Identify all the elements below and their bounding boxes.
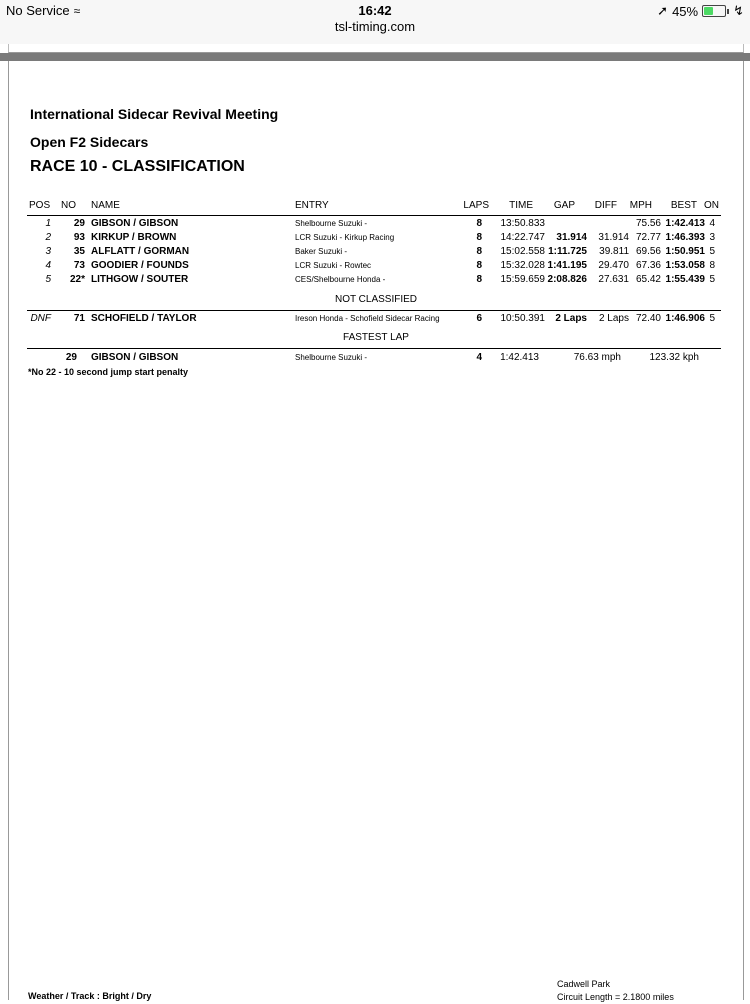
cell-laps: 8 bbox=[476, 218, 482, 229]
cell-pos: 1 bbox=[45, 218, 51, 229]
previous-page-bottom bbox=[8, 44, 744, 53]
cell-no: 35 bbox=[73, 246, 85, 257]
cell-on: 5 bbox=[709, 313, 715, 324]
header-rule bbox=[27, 215, 721, 216]
table-row bbox=[9, 313, 743, 326]
cell-time: 15:32.028 bbox=[500, 260, 545, 271]
address-bar-url[interactable]: tsl-timing.com bbox=[334, 19, 416, 34]
location-arrow-icon: ➚ bbox=[657, 3, 669, 18]
cell-laps: 8 bbox=[476, 232, 482, 243]
cell-gap: 1:41.195 bbox=[547, 260, 587, 271]
cell-best: 1:42.413 bbox=[665, 218, 705, 229]
cell-laps: 8 bbox=[476, 260, 482, 271]
circuit-name: Cadwell Park bbox=[557, 979, 611, 989]
fastest-lap-name: GIBSON / GIBSON bbox=[91, 352, 179, 363]
wifi-icon: ≈ bbox=[73, 4, 81, 18]
cell-name: LITHGOW / SOUTER bbox=[91, 274, 189, 285]
penalty-note: *No 22 - 10 second jump start penalty bbox=[28, 367, 189, 377]
cell-pos: 2 bbox=[45, 232, 51, 243]
cell-entry: LCR Suzuki - Kirkup Racing bbox=[295, 233, 395, 242]
cell-on: 4 bbox=[709, 218, 715, 229]
table-row bbox=[9, 218, 743, 231]
cell-best: 1:55.439 bbox=[665, 274, 705, 285]
col-mph: MPH bbox=[629, 200, 652, 211]
fastest-lap-time: 1:42.413 bbox=[500, 352, 539, 363]
cell-best: 1:46.393 bbox=[665, 232, 705, 243]
fastest-lap-lap: 4 bbox=[476, 352, 482, 363]
cell-mph: 72.77 bbox=[635, 232, 661, 243]
race-title: RACE 10 - CLASSIFICATION bbox=[30, 158, 245, 175]
cell-on: 5 bbox=[709, 246, 715, 257]
cell-pos: 5 bbox=[45, 274, 51, 285]
cell-name: ALFLATT / GORMAN bbox=[91, 246, 190, 257]
cell-diff: 29.470 bbox=[598, 260, 629, 271]
col-on: ON bbox=[704, 200, 719, 211]
battery-level bbox=[704, 7, 713, 15]
cell-time: 15:02.558 bbox=[500, 246, 545, 257]
cell-entry: Ireson Honda - Schofield Sidecar Racing bbox=[295, 314, 440, 323]
cell-gap: 2:08.826 bbox=[547, 274, 587, 285]
cell-diff: 31.914 bbox=[598, 232, 629, 243]
cell-diff: 2 Laps bbox=[598, 313, 629, 324]
circuit-length: Circuit Length = 2.1800 miles bbox=[557, 992, 674, 1002]
cell-name: SCHOFIELD / TAYLOR bbox=[91, 313, 197, 324]
cell-mph: 75.56 bbox=[635, 218, 661, 229]
not-classified-rule bbox=[27, 310, 721, 311]
cell-name: GOODIER / FOUNDS bbox=[91, 260, 189, 271]
col-diff: DIFF bbox=[594, 200, 617, 211]
carrier-label: No Service bbox=[6, 3, 70, 18]
table-row bbox=[9, 274, 743, 287]
table-row bbox=[9, 232, 743, 245]
battery-percentage: 45% bbox=[672, 3, 699, 19]
battery-icon bbox=[702, 5, 726, 17]
col-no: NO bbox=[61, 200, 76, 211]
cell-mph: 65.42 bbox=[635, 274, 661, 285]
results-header bbox=[9, 200, 743, 214]
fastest-lap-no: 29 bbox=[65, 352, 77, 363]
cell-on: 3 bbox=[709, 232, 715, 243]
cell-time: 13:50.833 bbox=[500, 218, 545, 229]
cell-pos: 3 bbox=[45, 246, 51, 257]
document-page[interactable] bbox=[8, 61, 744, 1000]
fastest-lap-kph: 123.32 kph bbox=[649, 352, 699, 363]
cell-gap: 31.914 bbox=[556, 232, 587, 243]
cell-diff: 39.811 bbox=[599, 246, 629, 257]
cell-mph: 67.36 bbox=[635, 260, 661, 271]
cell-entry: LCR Suzuki - Rowtec bbox=[295, 261, 372, 270]
circuit-info bbox=[557, 978, 674, 1004]
cell-best: 1:53.058 bbox=[665, 260, 705, 271]
cell-name: KIRKUP / BROWN bbox=[91, 232, 177, 243]
cell-mph: 72.40 bbox=[635, 313, 661, 324]
cell-no: 22* bbox=[69, 274, 85, 285]
table-row bbox=[9, 260, 743, 273]
battery-tip bbox=[727, 9, 729, 14]
cell-diff: 27.631 bbox=[598, 274, 629, 285]
cell-entry: Baker Suzuki - bbox=[295, 247, 348, 256]
clock: 16:42 bbox=[358, 3, 392, 18]
fastest-lap-rule bbox=[27, 348, 721, 349]
cell-no: 71 bbox=[73, 313, 85, 324]
status-bar bbox=[0, 0, 750, 44]
charging-bolt-icon: ↯ bbox=[733, 3, 744, 18]
cell-no: 93 bbox=[73, 232, 85, 243]
col-time: TIME bbox=[509, 200, 533, 211]
cell-best: 1:50.951 bbox=[665, 246, 705, 257]
cell-laps: 8 bbox=[476, 246, 482, 257]
cell-time: 14:22.747 bbox=[500, 232, 545, 243]
table-row bbox=[9, 246, 743, 259]
col-laps: LAPS bbox=[463, 200, 489, 211]
cell-pos: DNF bbox=[30, 313, 51, 324]
fastest-lap-heading: FASTEST LAP bbox=[343, 332, 409, 343]
cell-laps: 8 bbox=[476, 274, 482, 285]
cell-no: 73 bbox=[73, 260, 85, 271]
page-separator bbox=[0, 53, 750, 61]
cell-best: 1:46.906 bbox=[665, 313, 705, 324]
battery-status bbox=[657, 3, 744, 19]
fastest-lap-row bbox=[9, 352, 743, 365]
weather-info: Weather / Track : Bright / Dry bbox=[28, 991, 152, 1001]
cell-time: 10:50.391 bbox=[500, 313, 545, 324]
cell-no: 29 bbox=[73, 218, 85, 229]
not-classified-heading: NOT CLASSIFIED bbox=[334, 294, 418, 305]
cell-gap: 1:11.725 bbox=[548, 246, 587, 257]
col-entry: ENTRY bbox=[295, 200, 329, 211]
cell-entry: Shelbourne Suzuki - bbox=[295, 219, 368, 228]
fastest-lap-mph: 76.63 mph bbox=[573, 352, 621, 363]
cell-name: GIBSON / GIBSON bbox=[91, 218, 179, 229]
cell-on: 5 bbox=[709, 274, 715, 285]
class-title: Open F2 Sidecars bbox=[30, 134, 149, 150]
col-pos: POS bbox=[29, 200, 51, 211]
col-gap: GAP bbox=[553, 200, 575, 211]
cell-time: 15:59.659 bbox=[500, 274, 545, 285]
col-name: NAME bbox=[91, 200, 120, 211]
cell-mph: 69.56 bbox=[635, 246, 661, 257]
cell-on: 8 bbox=[709, 260, 715, 271]
col-best: BEST bbox=[670, 200, 697, 211]
cell-pos: 4 bbox=[45, 260, 51, 271]
event-title: International Sidecar Revival Meeting bbox=[30, 106, 279, 122]
cell-entry: CES/Shelbourne Honda - bbox=[295, 275, 386, 284]
fastest-lap-entry: Shelbourne Suzuki - bbox=[295, 353, 368, 362]
cell-gap: 2 Laps bbox=[555, 313, 587, 324]
cell-laps: 6 bbox=[476, 313, 482, 324]
